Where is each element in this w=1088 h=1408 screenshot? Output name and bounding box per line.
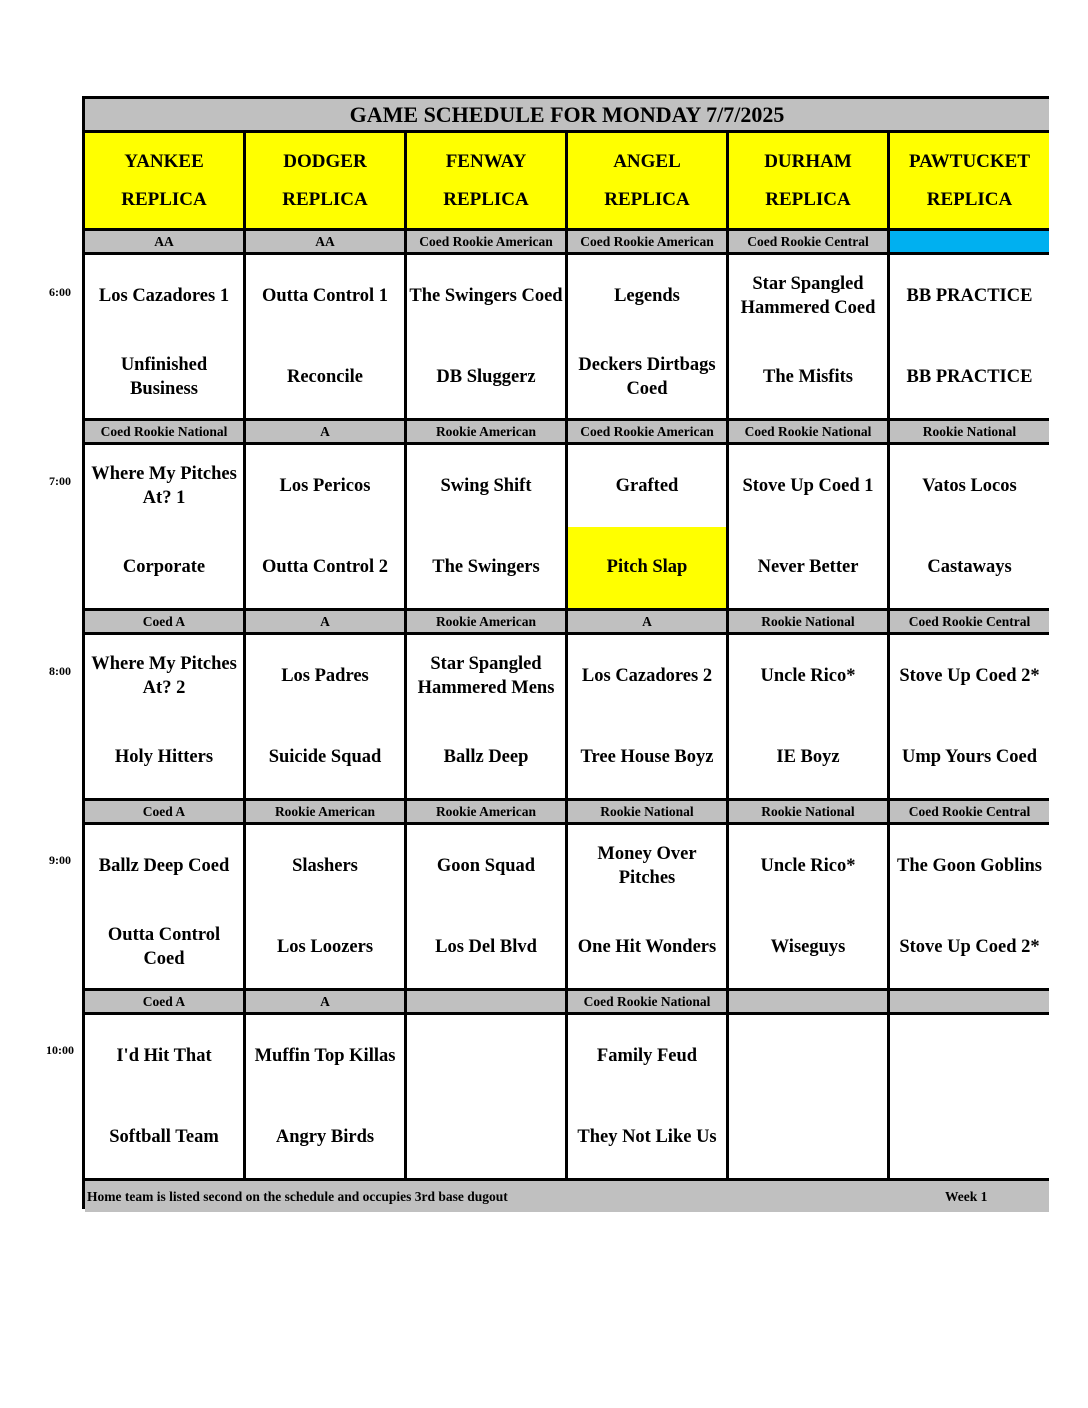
away-team: The Goon Goblins (897, 855, 1042, 876)
away-team: Uncle Rico* (760, 855, 856, 876)
time-label: 6:00 (49, 285, 71, 299)
game-cell (729, 255, 887, 418)
game-cell (729, 635, 887, 798)
away-team: Stove Up Coed 1 (742, 475, 874, 496)
away-team: Family Feud (596, 1045, 698, 1066)
division-label: Coed Rookie National (568, 991, 726, 1012)
away-team: Where My Pitches At? 2 (91, 653, 237, 698)
away-team: Legends (614, 285, 680, 306)
game-cell (85, 1015, 243, 1178)
away-team: BB PRACTICE (906, 285, 1033, 306)
home-team: Los Del Blvd (435, 937, 537, 958)
time-label: 7:00 (49, 474, 71, 488)
home-team (729, 1097, 887, 1179)
home-team: Suicide Squad (268, 747, 382, 768)
away-team: Los Pericos (279, 475, 371, 496)
division-label: Rookie American (246, 801, 404, 822)
away-team: Grafted (615, 475, 679, 496)
division-label: A (568, 611, 726, 632)
division-label: A (246, 991, 404, 1012)
division-label (890, 991, 1049, 1012)
game-cell (890, 445, 1049, 608)
schedule-footer (85, 1181, 1049, 1212)
home-team: Ump Yours Coed (902, 747, 1037, 768)
home-team: Deckers Dirtbags Coed (578, 355, 716, 400)
game-cell (568, 635, 726, 798)
division-label (407, 991, 565, 1012)
home-team: Stove Up Coed 2* (899, 937, 1040, 958)
game-cell (890, 1015, 1049, 1178)
division-label: Coed Rookie Central (890, 611, 1049, 632)
game-cell (568, 825, 726, 988)
week-label: Week 1 (945, 1189, 988, 1204)
away-team (407, 1015, 565, 1097)
division-label (890, 231, 1049, 252)
division-label: Rookie National (729, 801, 887, 822)
game-cell (407, 255, 565, 418)
away-team (890, 1015, 1049, 1097)
division-label: Coed Rookie National (85, 421, 243, 442)
away-team: Vatos Locos (922, 475, 1017, 496)
field-name: YANKEE (124, 150, 204, 172)
division-label: Coed A (85, 801, 243, 822)
time-label: 8:00 (49, 664, 71, 678)
field-name: DODGER (283, 150, 367, 172)
home-team: Tree House Boyz (580, 747, 714, 768)
away-team: Los Cazadores 2 (581, 665, 713, 686)
home-team: DB Sluggerz (436, 367, 536, 388)
time-label: 9:00 (49, 853, 71, 867)
field-header-pawtucket (890, 133, 1049, 228)
away-team: Where My Pitches At? 1 (91, 463, 237, 508)
division-label (729, 991, 887, 1012)
away-team: Uncle Rico* (760, 665, 856, 686)
home-team: The Swingers (432, 557, 540, 578)
away-team: Outta Control 1 (261, 285, 389, 306)
field-subtitle: REPLICA (282, 188, 368, 210)
field-header-yankee (85, 133, 243, 228)
game-cell (890, 255, 1049, 418)
home-team: Outta Control 2 (261, 557, 389, 578)
away-team: Los Padres (281, 665, 369, 686)
home-team: The Misfits (763, 367, 853, 388)
away-team: Swing Shift (440, 475, 532, 496)
home-team (890, 1097, 1049, 1179)
home-team: Outta Control Coed (107, 925, 221, 970)
game-cell (729, 1015, 887, 1178)
schedule-title: GAME SCHEDULE FOR MONDAY 7/7/2025 (85, 99, 1049, 130)
field-subtitle: REPLICA (443, 188, 529, 210)
division-label: Coed Rookie American (568, 421, 726, 442)
time-label: 10:00 (46, 1043, 74, 1057)
home-team: Unfinished Business (120, 355, 208, 400)
home-team: Holy Hitters (114, 747, 214, 768)
division-label: A (246, 611, 404, 632)
away-team: Los Cazadores 1 (98, 285, 230, 306)
away-team: The Swingers Coed (409, 285, 563, 306)
game-cell (85, 255, 243, 418)
game-cell (890, 825, 1049, 988)
division-label: Rookie American (407, 421, 565, 442)
game-cell (246, 825, 404, 988)
home-team-note: Home team is listed second on the schedule and occupies 3rd base dugout (87, 1189, 508, 1204)
game-cell (407, 635, 565, 798)
away-team: Stove Up Coed 2* (899, 665, 1040, 686)
away-team: I'd Hit That (116, 1045, 212, 1066)
away-team: Star Spangled Hammered Coed (740, 273, 876, 318)
game-cell (246, 1015, 404, 1178)
away-team: Ballz Deep Coed (98, 855, 230, 876)
field-header-fenway (407, 133, 565, 228)
field-name: PAWTUCKET (908, 150, 1031, 172)
field-subtitle: REPLICA (604, 188, 690, 210)
game-cell (568, 445, 726, 608)
division-label: Coed A (85, 991, 243, 1012)
home-team (407, 1097, 565, 1179)
field-subtitle: REPLICA (926, 188, 1013, 210)
home-team: Ballz Deep (443, 747, 529, 768)
division-label: Rookie American (407, 801, 565, 822)
field-subtitle: REPLICA (765, 188, 851, 210)
division-label: AA (85, 231, 243, 252)
game-cell (729, 445, 887, 608)
home-team: Castaways (927, 557, 1012, 578)
away-team: Slashers (292, 855, 358, 876)
home-team: They Not Like Us (577, 1127, 717, 1148)
division-label: Coed Rookie American (407, 231, 565, 252)
field-header-dodger (246, 133, 404, 228)
game-cell (729, 825, 887, 988)
game-cell (407, 445, 565, 608)
division-label: Rookie National (729, 611, 887, 632)
game-cell (85, 635, 243, 798)
division-label: Rookie American (407, 611, 565, 632)
game-cell (246, 445, 404, 608)
division-label: Coed Rookie Central (890, 801, 1049, 822)
division-label: Coed Rookie American (568, 231, 726, 252)
division-label: Rookie National (568, 801, 726, 822)
game-cell (407, 1015, 565, 1178)
home-team: Pitch Slap (568, 527, 726, 609)
away-team: Money Over Pitches (597, 843, 697, 888)
schedule-grid (82, 96, 1049, 1209)
field-header-angel (568, 133, 726, 228)
field-name: DURHAM (764, 150, 852, 172)
game-cell (246, 635, 404, 798)
field-name: FENWAY (445, 150, 527, 172)
division-label: Coed Rookie National (729, 421, 887, 442)
division-label: A (246, 421, 404, 442)
field-header-durham (729, 133, 887, 228)
field-subtitle: REPLICA (121, 188, 207, 210)
field-name: ANGEL (613, 150, 681, 172)
division-label: AA (246, 231, 404, 252)
division-label: Coed A (85, 611, 243, 632)
game-cell (890, 635, 1049, 798)
home-team: BB PRACTICE (906, 367, 1033, 388)
home-team: Angry Birds (275, 1127, 375, 1148)
home-team: Wiseguys (770, 937, 846, 958)
game-cell (407, 825, 565, 988)
home-team: Los Loozers (276, 937, 374, 958)
game-cell (246, 255, 404, 418)
game-cell (568, 1015, 726, 1178)
away-team (729, 1015, 887, 1097)
home-team: Corporate (122, 557, 206, 578)
home-team: Softball Team (109, 1127, 219, 1148)
away-team: Star Spangled Hammered Mens (417, 653, 555, 698)
division-label: Coed Rookie Central (729, 231, 887, 252)
division-label: Rookie National (890, 421, 1049, 442)
home-team: One Hit Wonders (577, 937, 717, 958)
home-team: Never Better (757, 557, 859, 578)
game-cell (85, 825, 243, 988)
home-team: IE Boyz (776, 747, 840, 768)
schedule-table (82, 96, 1049, 1209)
away-team: Muffin Top Killas (254, 1045, 396, 1066)
game-cell (85, 445, 243, 608)
game-cell (568, 255, 726, 418)
home-team: Reconcile (286, 367, 364, 388)
away-team: Goon Squad (436, 855, 536, 876)
